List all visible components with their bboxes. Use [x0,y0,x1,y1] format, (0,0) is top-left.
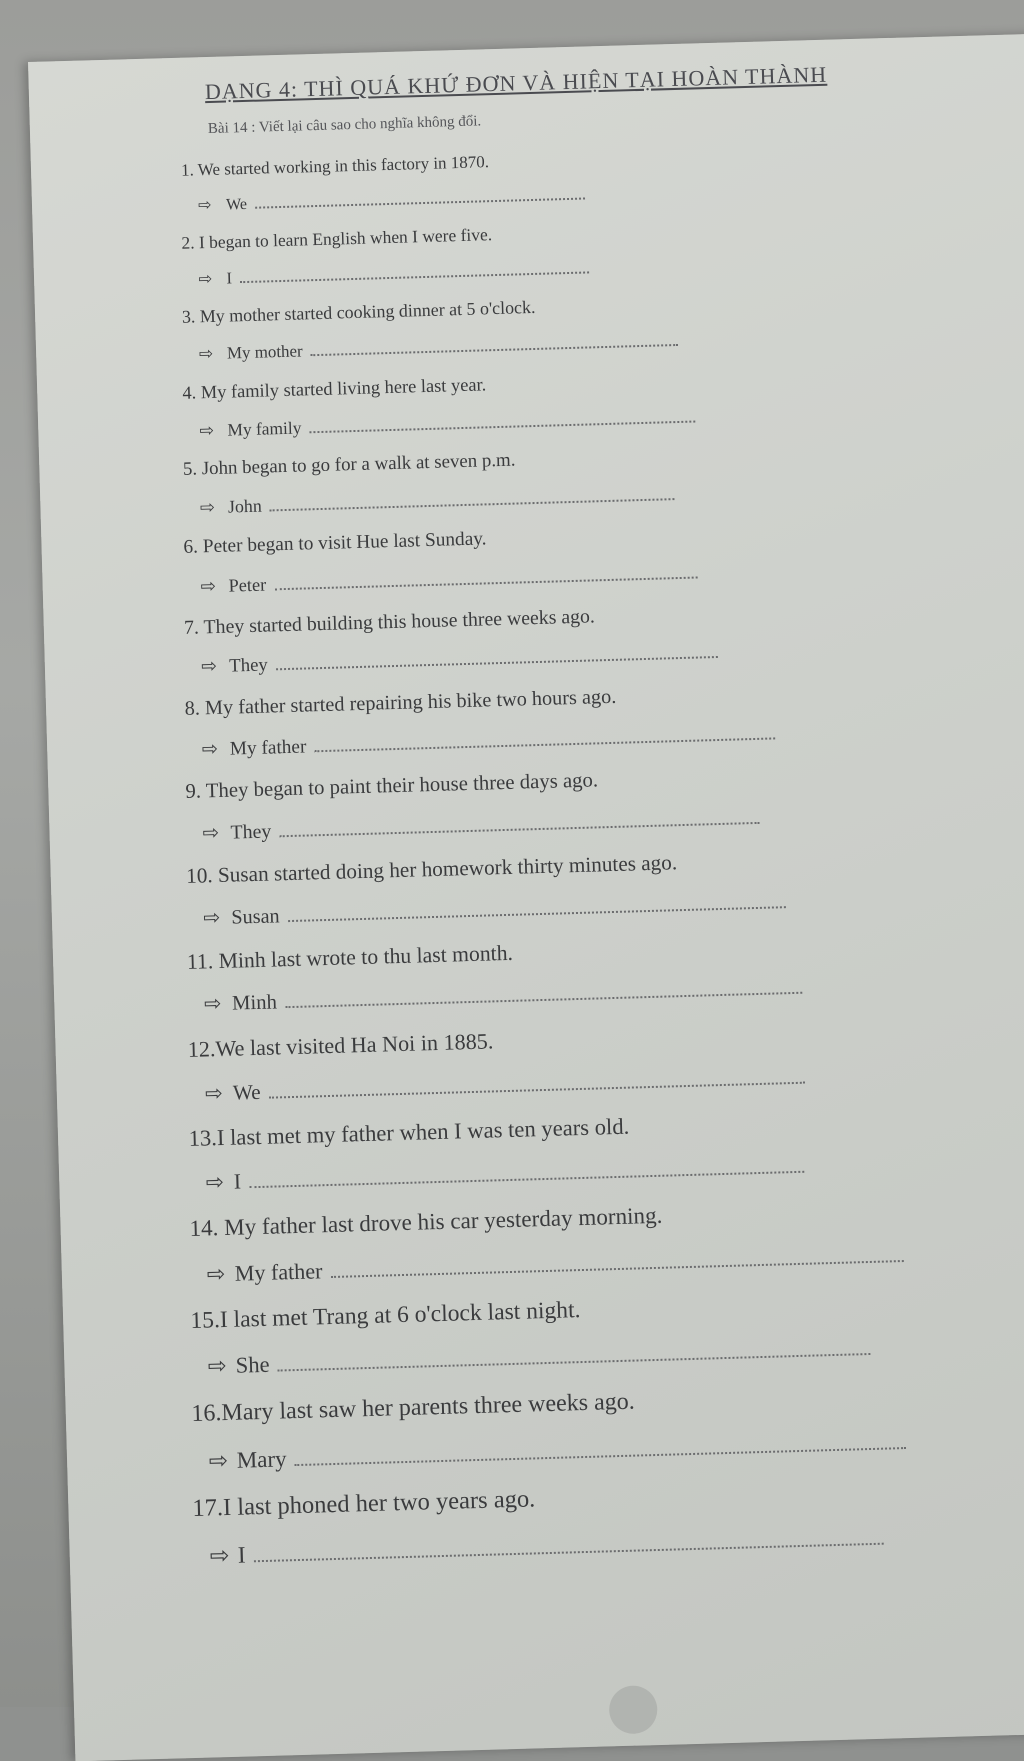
exercise-question: 11. Minh last wrote to thu last month. [186,940,514,974]
answer-stem: Mary [236,1445,287,1473]
arrow-right-icon: ⇨ [205,1169,225,1195]
arrow-right-icon: ⇨ [200,575,217,597]
answer-blank[interactable] [249,1157,804,1188]
exercise-question: 7. They started building this house three weeks ago. [183,604,596,639]
arrow-right-icon: ⇨ [201,738,219,761]
arrow-right-icon: ⇨ [200,655,218,678]
exercise-question: 3. My mother started cooking dinner at 5 o'clock. [181,296,536,327]
exercise-question: 5. John began to go for a walk at seven p.m. [182,449,516,480]
exercise-question: 13.I last met my father when I was ten years old. [188,1113,630,1151]
arrow-right-icon: ⇨ [197,196,212,215]
exercise-instruction: Bài 14 : Viết lại câu sao cho nghĩa không đổi. [207,113,482,137]
answer-blank[interactable] [310,330,678,356]
answer-blank[interactable] [294,1433,905,1466]
answer-blank[interactable] [253,1529,883,1563]
answer-blank[interactable] [277,1339,870,1372]
answer-blank[interactable] [269,484,674,511]
arrow-right-icon: ⇨ [198,343,214,364]
answer-blank[interactable] [274,562,698,590]
exercise-question: 16.Mary last saw her parents three weeks ago. [191,1388,636,1427]
answer-blank[interactable] [330,1246,904,1278]
arrow-right-icon: ⇨ [199,496,216,518]
worksheet-title: DẠNG 4: THÌ QUÁ KHỨ ĐƠN VÀ HIỆN TẠI HOÀN THÀNH [204,61,828,105]
exercise-question: 4. My family started living here last year. [182,373,487,403]
answer-stem: We [225,195,248,214]
arrow-right-icon: ⇨ [203,992,222,1016]
worksheet-page [28,34,1024,1761]
worksheet-content [179,57,1024,1580]
answer-stem: I [237,1542,246,1569]
answer-blank[interactable] [287,892,786,922]
exercise-question: 2. I began to learn English when I were five. [181,224,493,253]
arrow-right-icon: ⇨ [199,419,215,441]
answer-stem: I [226,268,233,288]
arrow-right-icon: ⇨ [203,906,221,930]
answer-stem: Minh [231,991,278,1015]
arrow-right-icon: ⇨ [208,1446,229,1474]
arrow-right-icon: ⇨ [207,1352,227,1379]
exercise-question: 9. They began to paint their house three days ago. [185,769,599,803]
arrow-right-icon: ⇨ [202,821,220,845]
exercise-list [181,130,1024,1580]
answer-blank[interactable] [309,406,696,433]
answer-stem: We [232,1079,261,1105]
exercise-question: 1. We started working in this factory in 1870. [180,152,490,180]
arrow-right-icon: ⇨ [204,1080,224,1106]
answer-blank[interactable] [240,257,589,283]
answer-stem: I [233,1169,242,1194]
answer-stem: They [228,654,269,677]
answer-stem: John [227,495,263,517]
answer-stem: My mother [226,341,303,363]
arrow-right-icon: ⇨ [209,1542,230,1570]
answer-blank[interactable] [255,184,585,209]
answer-blank[interactable] [276,642,719,670]
answer-stem: Susan [231,905,280,929]
answer-blank[interactable] [314,723,776,752]
answer-stem: Peter [228,574,267,596]
answer-stem: They [230,820,272,844]
exercise-question: 17.I last phoned her two years ago. [192,1485,536,1522]
answer-blank[interactable] [279,808,759,837]
exercise-question: 10. Susan started doing her homework thirty minutes ago. [185,850,678,888]
answer-stem: My father [234,1258,323,1286]
answer-stem: My family [227,417,302,440]
answer-stem: My father [229,736,307,760]
page-number-smudge [609,1685,658,1734]
exercise-question: 6. Peter began to visit Hue last Sunday. [183,528,487,558]
exercise-question: 14. My father last drove his car yesterday morning. [189,1201,663,1241]
answer-blank[interactable] [268,1067,804,1098]
answer-stem: She [235,1351,270,1378]
exercise-question: 12.We last visited Ha Noi in 1885. [187,1027,494,1062]
exercise-question: 8. My father started repairing his bike two hours ago. [184,685,617,720]
arrow-right-icon: ⇨ [206,1260,226,1287]
exercise-question: 15.I last met Trang at 6 o'clock last night. [190,1296,581,1334]
answer-blank[interactable] [285,978,803,1008]
arrow-right-icon: ⇨ [198,268,213,289]
